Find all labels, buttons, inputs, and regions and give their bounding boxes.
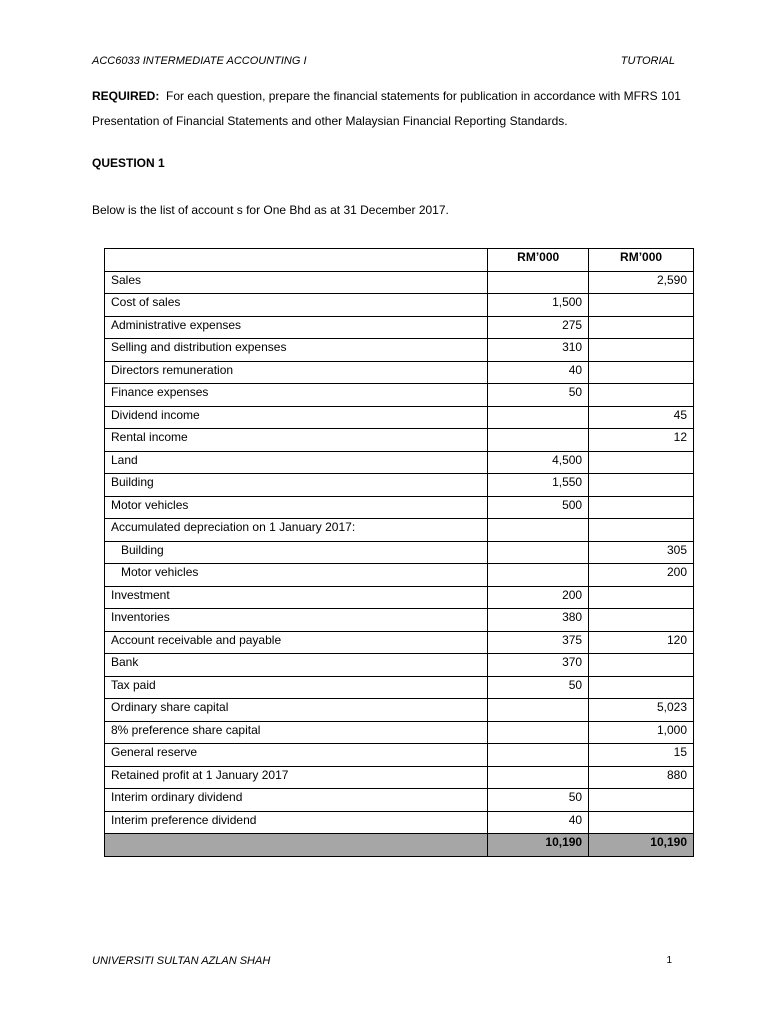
table-row bbox=[105, 721, 694, 744]
row-credit: 45 bbox=[589, 406, 694, 429]
accounts-table bbox=[104, 248, 694, 857]
row-label: Cost of sales bbox=[105, 294, 488, 317]
required-label: REQUIRED: bbox=[92, 89, 160, 103]
row-debit: 40 bbox=[488, 361, 589, 384]
row-credit: 200 bbox=[589, 564, 694, 587]
row-credit: 5,023 bbox=[589, 699, 694, 722]
table-row bbox=[105, 654, 694, 677]
row-credit: 880 bbox=[589, 766, 694, 789]
row-label: Tax paid bbox=[105, 676, 488, 699]
row-credit bbox=[589, 586, 694, 609]
row-debit: 4,500 bbox=[488, 451, 589, 474]
header-course: ACC6033 INTERMEDIATE ACCOUNTING I bbox=[92, 55, 307, 67]
row-label: Administrative expenses bbox=[105, 316, 488, 339]
row-label: Directors remuneration bbox=[105, 361, 488, 384]
required-text: For each question, prepare the financial statements for publication in accordance with MFRS 101 Presentation of Financial Statements and other Malaysian Financial Reporting Standards. bbox=[92, 89, 681, 128]
total-credit: 10,190 bbox=[589, 834, 694, 857]
footer-institution: UNIVERSITI SULTAN AZLAN SHAH bbox=[92, 955, 271, 967]
page-number: 1 bbox=[666, 955, 672, 966]
total-debit: 10,190 bbox=[488, 834, 589, 857]
row-label: Accumulated depreciation on 1 January 2017: bbox=[105, 519, 488, 542]
row-debit: 50 bbox=[488, 676, 589, 699]
row-label: Building bbox=[105, 474, 488, 497]
header-type: TUTORIAL bbox=[620, 55, 675, 67]
table-row bbox=[105, 609, 694, 632]
table-row bbox=[105, 811, 694, 834]
row-label: Selling and distribution expenses bbox=[105, 339, 488, 362]
row-credit bbox=[589, 451, 694, 474]
row-label: Motor vehicles bbox=[105, 496, 488, 519]
row-debit: 380 bbox=[488, 609, 589, 632]
row-label: Finance expenses bbox=[105, 384, 488, 407]
row-credit bbox=[589, 339, 694, 362]
row-credit bbox=[589, 496, 694, 519]
row-label: Land bbox=[105, 451, 488, 474]
table-row bbox=[105, 766, 694, 789]
total-label bbox=[105, 834, 488, 857]
table-row bbox=[105, 541, 694, 564]
row-credit: 2,590 bbox=[589, 271, 694, 294]
row-label: 8% preference share capital bbox=[105, 721, 488, 744]
row-debit bbox=[488, 721, 589, 744]
row-label: Interim preference dividend bbox=[105, 811, 488, 834]
row-credit bbox=[589, 316, 694, 339]
row-debit bbox=[488, 699, 589, 722]
row-debit bbox=[488, 744, 589, 767]
header-description bbox=[105, 249, 488, 272]
row-credit: 12 bbox=[589, 429, 694, 452]
row-debit: 310 bbox=[488, 339, 589, 362]
table-row bbox=[105, 631, 694, 654]
table-row bbox=[105, 564, 694, 587]
row-credit bbox=[589, 361, 694, 384]
row-label: Bank bbox=[105, 654, 488, 677]
row-debit: 370 bbox=[488, 654, 589, 677]
table-header-row bbox=[105, 249, 694, 272]
row-label: Retained profit at 1 January 2017 bbox=[105, 766, 488, 789]
row-label: Inventories bbox=[105, 609, 488, 632]
row-credit bbox=[589, 609, 694, 632]
row-credit bbox=[589, 384, 694, 407]
row-debit bbox=[488, 519, 589, 542]
row-label: Interim ordinary dividend bbox=[105, 789, 488, 812]
row-credit bbox=[589, 294, 694, 317]
row-credit: 305 bbox=[589, 541, 694, 564]
row-debit: 40 bbox=[488, 811, 589, 834]
row-credit: 1,000 bbox=[589, 721, 694, 744]
question-title: QUESTION 1 bbox=[92, 156, 165, 170]
row-label: Investment bbox=[105, 586, 488, 609]
row-debit: 50 bbox=[488, 384, 589, 407]
row-credit: 15 bbox=[589, 744, 694, 767]
row-debit: 500 bbox=[488, 496, 589, 519]
table-body bbox=[105, 271, 694, 856]
row-label: Sales bbox=[105, 271, 488, 294]
table-row bbox=[105, 496, 694, 519]
table-row bbox=[105, 586, 694, 609]
row-label: Dividend income bbox=[105, 406, 488, 429]
table-total-row bbox=[105, 834, 694, 857]
row-debit: 50 bbox=[488, 789, 589, 812]
table-row bbox=[105, 429, 694, 452]
table-row bbox=[105, 406, 694, 429]
row-credit bbox=[589, 676, 694, 699]
row-debit: 1,500 bbox=[488, 294, 589, 317]
table-row bbox=[105, 699, 694, 722]
table-row bbox=[105, 474, 694, 497]
header-debit: RM’000 bbox=[488, 249, 589, 272]
row-debit: 1,550 bbox=[488, 474, 589, 497]
row-debit bbox=[488, 564, 589, 587]
row-credit bbox=[589, 789, 694, 812]
row-debit bbox=[488, 406, 589, 429]
row-credit: 120 bbox=[589, 631, 694, 654]
table-row bbox=[105, 451, 694, 474]
row-debit bbox=[488, 766, 589, 789]
table-row bbox=[105, 519, 694, 542]
row-debit bbox=[488, 271, 589, 294]
table-row bbox=[105, 361, 694, 384]
row-debit bbox=[488, 429, 589, 452]
row-debit: 275 bbox=[488, 316, 589, 339]
table-row bbox=[105, 744, 694, 767]
row-credit bbox=[589, 654, 694, 677]
table-row bbox=[105, 294, 694, 317]
row-label: Motor vehicles bbox=[105, 564, 488, 587]
row-debit: 375 bbox=[488, 631, 589, 654]
required-paragraph bbox=[92, 84, 692, 134]
table-row bbox=[105, 789, 694, 812]
table-row bbox=[105, 339, 694, 362]
row-label: Ordinary share capital bbox=[105, 699, 488, 722]
row-debit bbox=[488, 541, 589, 564]
row-credit bbox=[589, 474, 694, 497]
header-credit: RM’000 bbox=[589, 249, 694, 272]
table-row bbox=[105, 384, 694, 407]
row-credit bbox=[589, 519, 694, 542]
row-credit bbox=[589, 811, 694, 834]
row-label: Building bbox=[105, 541, 488, 564]
table-row bbox=[105, 316, 694, 339]
row-label: General reserve bbox=[105, 744, 488, 767]
table-row bbox=[105, 676, 694, 699]
row-label: Rental income bbox=[105, 429, 488, 452]
question-intro: Below is the list of account s for One Bhd as at 31 December 2017. bbox=[92, 203, 449, 217]
table-row bbox=[105, 271, 694, 294]
row-debit: 200 bbox=[488, 586, 589, 609]
row-label: Account receivable and payable bbox=[105, 631, 488, 654]
